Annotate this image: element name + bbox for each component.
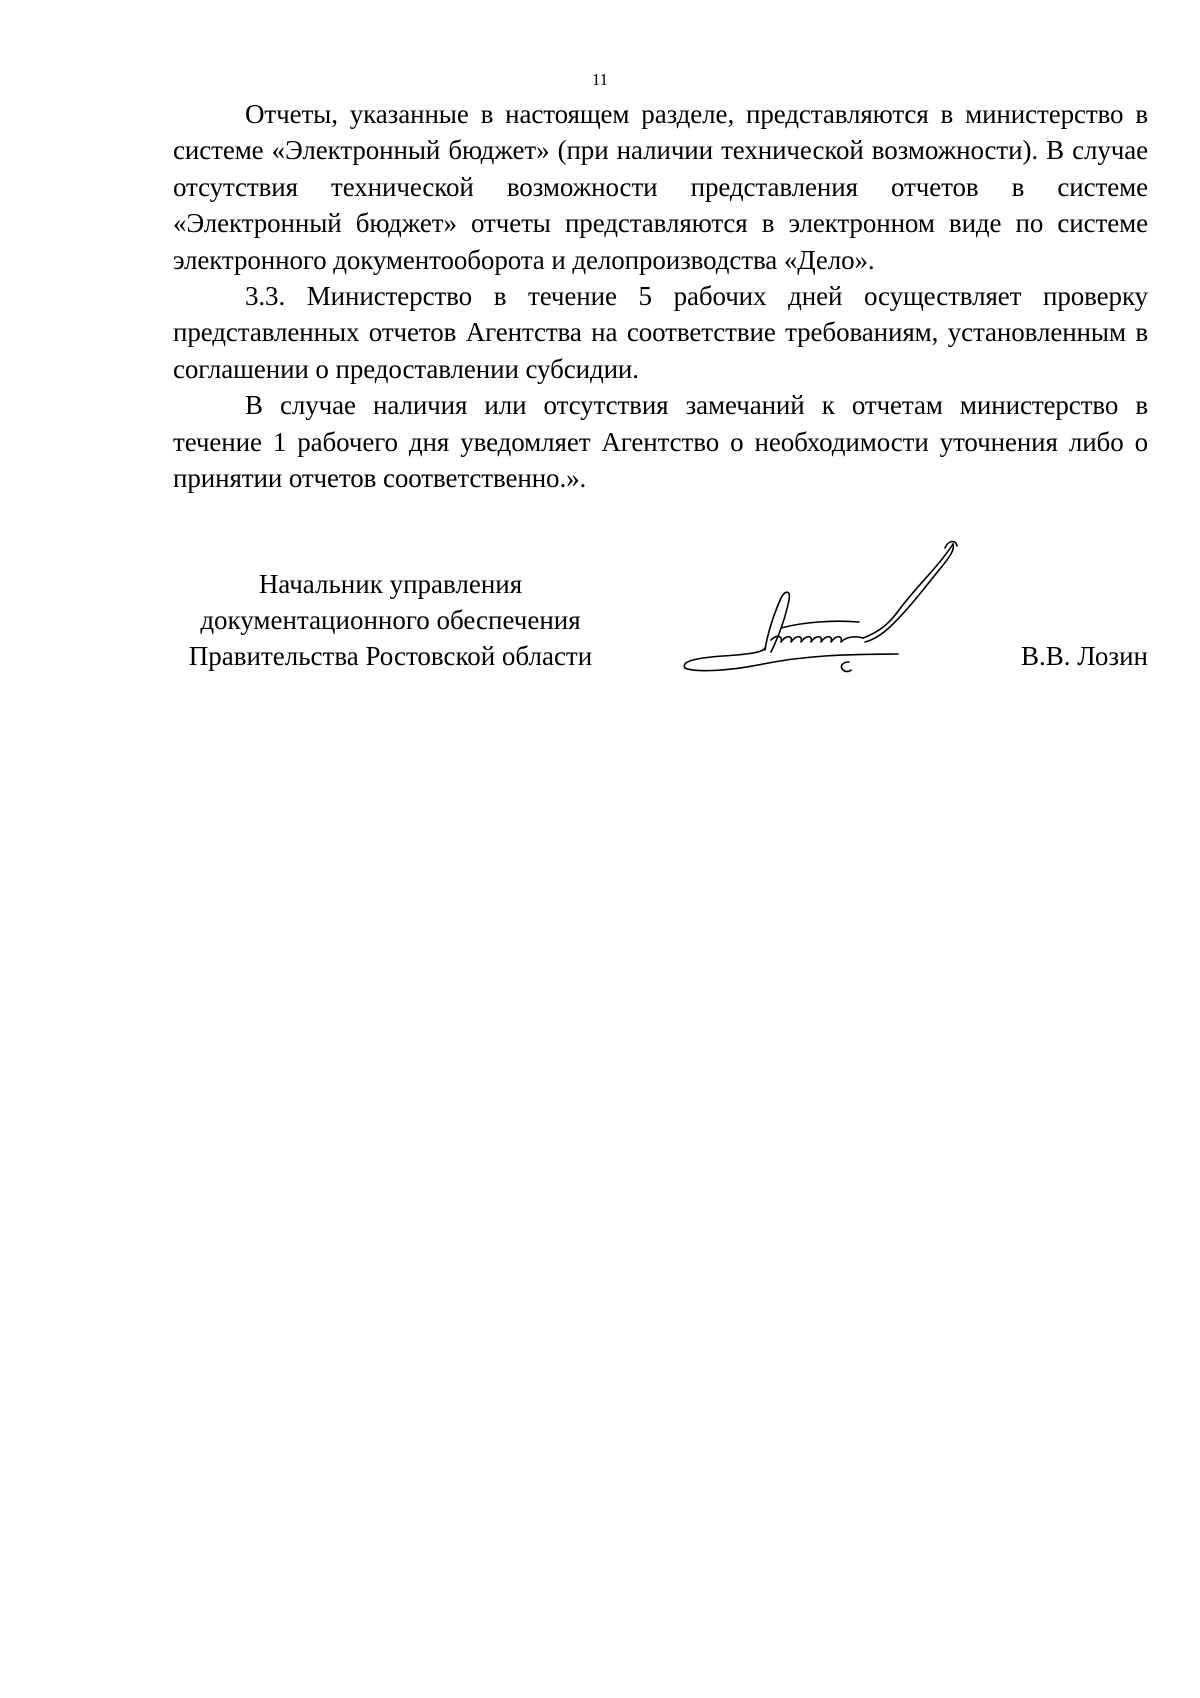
signer-position-line: Начальник управления xyxy=(258,569,523,599)
document-body xyxy=(173,96,1148,496)
paragraph: Отчеты, указанные в настоящем разделе, представляются в министерство в системе «Электронный бюджет» (при наличии технической возможности). В случае отсутствия технической возможности представления отчетов в системе «Электронный бюджет» отчеты представляются в электронном виде по системе электронного документооборота и делопроизводства «Дело». xyxy=(173,99,1148,275)
signer-position-line: документационного обеспечения xyxy=(200,605,581,635)
handwritten-signature-icon xyxy=(653,536,973,696)
paragraph: В случае наличия или отсутствия замечаний к отчетам министерство в течение 1 рабочего дня уведомляет Агентство о необходимости уточнения либо о принятии отчетов соответственно.». xyxy=(173,390,1148,494)
signer-name: В.В. Лозин xyxy=(1021,641,1148,671)
signer-position xyxy=(173,566,608,674)
page-number: 11 xyxy=(591,70,609,89)
signature-block xyxy=(173,566,1148,696)
paragraph: 3.3. Министерство в течение 5 рабочих дней осуществляет проверку представленных отчетов Агентства на соответствие требованиям, установленным в соглашении о предоставлении субсидии. xyxy=(173,281,1148,384)
signer-position-line: Правительства Ростовской области xyxy=(188,641,593,671)
